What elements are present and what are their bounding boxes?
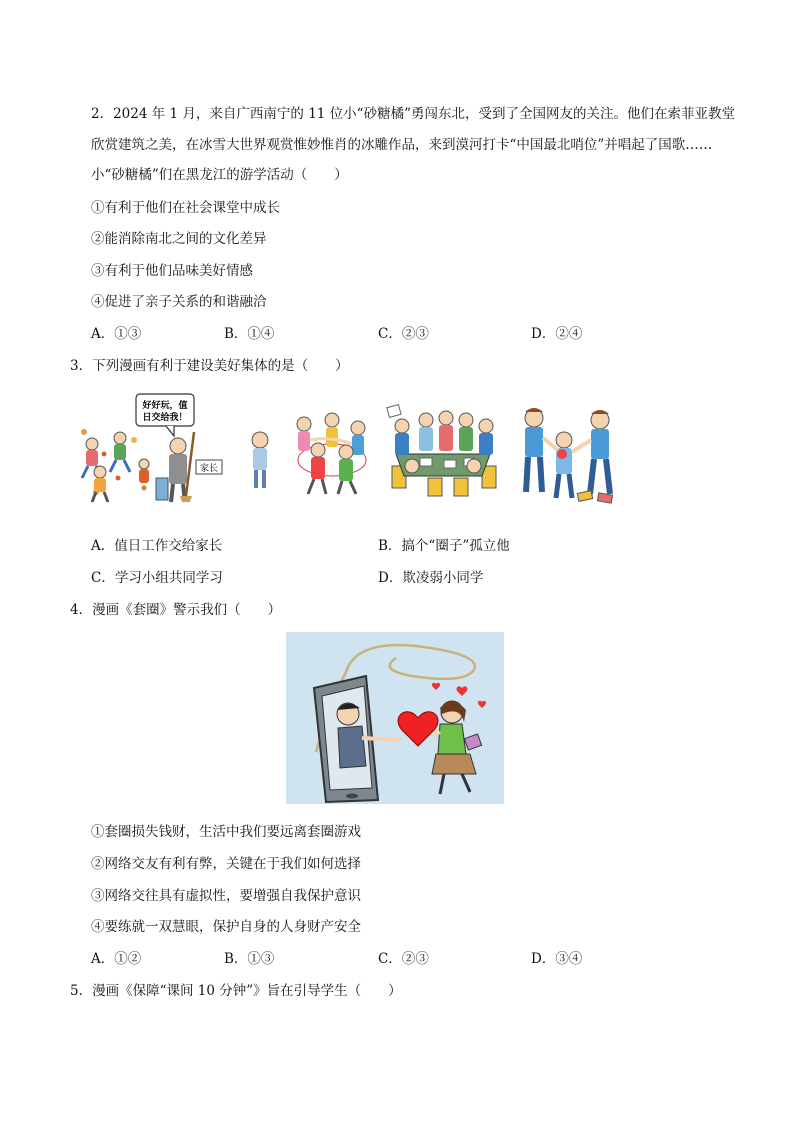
q2-statement-4: ④促进了亲子关系的和谐融洽 bbox=[91, 294, 267, 310]
q3-stem: 3．下列漫画有利于建设美好集体的是（ ） bbox=[70, 358, 349, 374]
q2-option-a[interactable]: A．①③ bbox=[91, 326, 142, 342]
comic1-bubble-line-1: 好好玩，值 bbox=[142, 401, 188, 411]
q4-statement-3: ③网络交往具有虚拟性，要增强自我保护意识 bbox=[91, 888, 361, 904]
q2-option-c[interactable]: C．②③ bbox=[378, 326, 429, 342]
q2-statement-2: ②能消除南北之间的文化差异 bbox=[91, 231, 267, 247]
q4-statement-1: ①套圈损失钱财，生活中我们要远离套圈游戏 bbox=[91, 824, 361, 840]
q2-stem-line-2: 欣赏建筑之美，在冰雪大世界观赏惟妙惟肖的冰雕作品，来到漠河打卡“中国最北哨位”并唱起了国歌…… bbox=[91, 137, 713, 153]
q2-stem-line-1: 2．2024 年 1 月，来自广西南宁的 11 位小“砂糖橘”勇闯东北，受到了全国网友的关注。他们在索菲亚教堂 bbox=[91, 106, 735, 122]
comic-lasso-trap bbox=[286, 632, 504, 804]
q4-statement-2: ②网络交友有利有弊，关键在于我们如何选择 bbox=[91, 856, 361, 872]
q2-option-d[interactable]: D．②④ bbox=[531, 326, 583, 342]
comic1-bubble-line-2: 日交给我！ bbox=[142, 413, 188, 423]
comic-circle-isolation bbox=[246, 410, 378, 498]
q4-statement-4: ④要练就一双慧眼，保护自身的人身财产安全 bbox=[91, 919, 361, 935]
q3-option-c[interactable]: C．学习小组共同学习 bbox=[91, 570, 223, 586]
q4-option-c[interactable]: C．②③ bbox=[378, 951, 429, 967]
q3-option-d[interactable]: D．欺凌弱小同学 bbox=[378, 570, 484, 586]
q2-option-b[interactable]: B．①④ bbox=[224, 326, 275, 342]
comic-study-group bbox=[382, 404, 504, 500]
q4-stem: 4．漫画《套圈》警示我们（ ） bbox=[70, 602, 282, 618]
q3-option-a[interactable]: A．值日工作交给家长 bbox=[91, 538, 223, 554]
q4-option-a[interactable]: A．①② bbox=[91, 951, 142, 967]
q2-statement-1: ①有利于他们在社会课堂中成长 bbox=[91, 200, 280, 216]
q2-statement-3: ③有利于他们品味美好情感 bbox=[91, 263, 253, 279]
q5-stem: 5．漫画《保障“课间 10 分钟”》旨在引导学生（ ） bbox=[70, 983, 402, 999]
comic-bullying bbox=[514, 402, 622, 506]
q4-option-d[interactable]: D．③④ bbox=[531, 951, 583, 967]
q4-option-b[interactable]: B．①③ bbox=[224, 951, 275, 967]
comic-chores-to-parent bbox=[74, 392, 226, 504]
q3-option-b[interactable]: B．搞个“圈子”孤立他 bbox=[378, 538, 510, 554]
comic1-parent-tag: 家长 bbox=[199, 464, 219, 474]
q2-stem-line-3: 小“砂糖橘”们在黑龙江的游学活动（ ） bbox=[91, 167, 348, 183]
